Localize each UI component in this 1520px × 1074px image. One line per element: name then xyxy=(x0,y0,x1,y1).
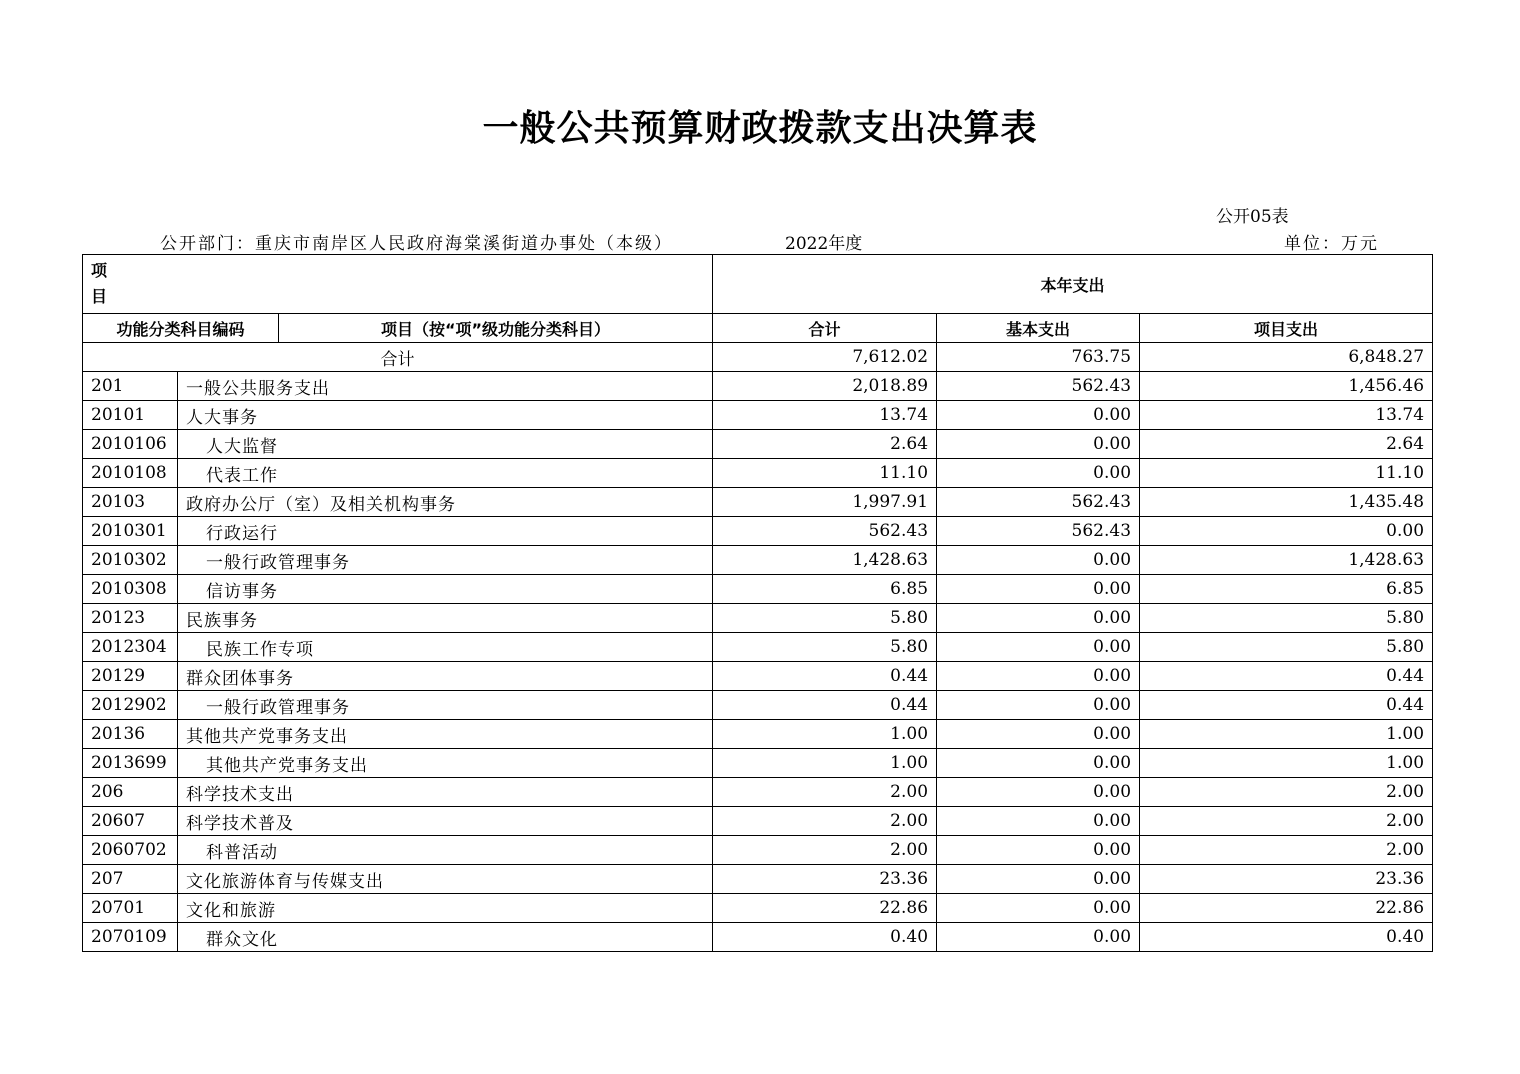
table-row xyxy=(83,865,1433,894)
item-header-cell xyxy=(83,255,713,314)
row-total: 1,428.63 xyxy=(713,546,937,575)
total-column-header: 合计 xyxy=(713,314,937,343)
row-total: 6.85 xyxy=(713,575,937,604)
total-row-total: 7,612.02 xyxy=(713,343,937,372)
row-basic: 0.00 xyxy=(937,575,1140,604)
row-name: 代表工作 xyxy=(178,459,713,488)
row-code: 2070109 xyxy=(83,923,178,952)
row-project: 2.00 xyxy=(1140,778,1433,807)
row-name: 信访事务 xyxy=(178,575,713,604)
row-code: 2012304 xyxy=(83,633,178,662)
row-project: 23.36 xyxy=(1140,865,1433,894)
row-total: 2,018.89 xyxy=(713,372,937,401)
row-project: 11.10 xyxy=(1140,459,1433,488)
row-total: 0.44 xyxy=(713,662,937,691)
row-code: 20129 xyxy=(83,662,178,691)
row-code: 201 xyxy=(83,372,178,401)
row-name: 文化和旅游 xyxy=(178,894,713,923)
row-total: 2.00 xyxy=(713,778,937,807)
row-project: 1,456.46 xyxy=(1140,372,1433,401)
row-basic: 0.00 xyxy=(937,633,1140,662)
row-total: 2.00 xyxy=(713,807,937,836)
row-project: 0.44 xyxy=(1140,691,1433,720)
table-row xyxy=(83,662,1433,691)
row-basic: 0.00 xyxy=(937,836,1140,865)
row-basic: 0.00 xyxy=(937,604,1140,633)
table-row xyxy=(83,546,1433,575)
row-name: 人大监督 xyxy=(178,430,713,459)
form-number: 公开05表 xyxy=(1216,207,1289,227)
header-row-1 xyxy=(83,255,1433,314)
table-row xyxy=(83,633,1433,662)
current-year-header: 本年支出 xyxy=(713,255,1433,314)
page-title: 一般公共预算财政拨款支出决算表 xyxy=(482,108,1038,149)
row-total: 11.10 xyxy=(713,459,937,488)
row-basic: 562.43 xyxy=(937,488,1140,517)
row-basic: 0.00 xyxy=(937,923,1140,952)
row-project: 6.85 xyxy=(1140,575,1433,604)
row-name: 其他共产党事务支出 xyxy=(178,749,713,778)
row-name: 科普活动 xyxy=(178,836,713,865)
row-basic: 0.00 xyxy=(937,720,1140,749)
row-total: 562.43 xyxy=(713,517,937,546)
department-label: 公开部门：重庆市南岸区人民政府海棠溪街道办事处（本级） xyxy=(160,234,673,254)
row-total: 0.40 xyxy=(713,923,937,952)
table-row xyxy=(83,720,1433,749)
row-code: 2010301 xyxy=(83,517,178,546)
row-name: 其他共产党事务支出 xyxy=(178,720,713,749)
row-project: 1,428.63 xyxy=(1140,546,1433,575)
row-name: 民族工作专项 xyxy=(178,633,713,662)
table-row xyxy=(83,488,1433,517)
row-basic: 0.00 xyxy=(937,546,1140,575)
row-code: 20123 xyxy=(83,604,178,633)
row-project: 1,435.48 xyxy=(1140,488,1433,517)
row-name: 群众文化 xyxy=(178,923,713,952)
row-name: 一般行政管理事务 xyxy=(178,691,713,720)
row-basic: 0.00 xyxy=(937,401,1140,430)
total-row-basic: 763.75 xyxy=(937,343,1140,372)
row-project: 0.44 xyxy=(1140,662,1433,691)
row-total: 5.80 xyxy=(713,633,937,662)
row-basic: 0.00 xyxy=(937,662,1140,691)
row-project: 0.40 xyxy=(1140,923,1433,952)
fiscal-year: 2022年度 xyxy=(785,234,863,254)
row-total: 1.00 xyxy=(713,720,937,749)
row-name: 群众团体事务 xyxy=(178,662,713,691)
unit-label: 单位：万元 xyxy=(1284,234,1379,254)
row-basic: 0.00 xyxy=(937,807,1140,836)
row-basic: 0.00 xyxy=(937,691,1140,720)
row-code: 20136 xyxy=(83,720,178,749)
row-code: 2013699 xyxy=(83,749,178,778)
table-row xyxy=(83,459,1433,488)
row-project: 2.00 xyxy=(1140,807,1433,836)
table-row xyxy=(83,807,1433,836)
table-row xyxy=(83,517,1433,546)
row-project: 1.00 xyxy=(1140,749,1433,778)
row-code: 207 xyxy=(83,865,178,894)
row-code: 2010106 xyxy=(83,430,178,459)
item-header-bottom: 目 xyxy=(91,287,108,306)
row-code: 20101 xyxy=(83,401,178,430)
row-name: 一般公共服务支出 xyxy=(178,372,713,401)
table-row xyxy=(83,430,1433,459)
table-row xyxy=(83,575,1433,604)
table-row xyxy=(83,401,1433,430)
row-project: 1.00 xyxy=(1140,720,1433,749)
total-row-project: 6,848.27 xyxy=(1140,343,1433,372)
row-basic: 0.00 xyxy=(937,778,1140,807)
row-code: 2012902 xyxy=(83,691,178,720)
row-code: 2060702 xyxy=(83,836,178,865)
row-project: 13.74 xyxy=(1140,401,1433,430)
row-project: 0.00 xyxy=(1140,517,1433,546)
row-basic: 0.00 xyxy=(937,865,1140,894)
row-total: 1.00 xyxy=(713,749,937,778)
row-name: 民族事务 xyxy=(178,604,713,633)
code-column-header: 功能分类科目编码 xyxy=(83,314,279,343)
row-basic: 562.43 xyxy=(937,517,1140,546)
project-column-header: 项目支出 xyxy=(1140,314,1433,343)
row-code: 20701 xyxy=(83,894,178,923)
row-name: 人大事务 xyxy=(178,401,713,430)
table-row xyxy=(83,778,1433,807)
row-name: 文化旅游体育与传媒支出 xyxy=(178,865,713,894)
row-total: 23.36 xyxy=(713,865,937,894)
row-project: 22.86 xyxy=(1140,894,1433,923)
row-code: 20103 xyxy=(83,488,178,517)
table-row xyxy=(83,604,1433,633)
name-column-header: 项目（按“项”级功能分类科目） xyxy=(279,314,713,343)
row-project: 2.00 xyxy=(1140,836,1433,865)
table-row xyxy=(83,894,1433,923)
basic-column-header: 基本支出 xyxy=(937,314,1140,343)
row-code: 2010302 xyxy=(83,546,178,575)
row-project: 5.80 xyxy=(1140,633,1433,662)
total-row-label: 合计 xyxy=(83,343,713,372)
row-basic: 562.43 xyxy=(937,372,1140,401)
row-total: 5.80 xyxy=(713,604,937,633)
header-row-2 xyxy=(83,314,1433,343)
item-header-top: 项 xyxy=(91,261,108,280)
row-name: 科学技术普及 xyxy=(178,807,713,836)
expenditure-table xyxy=(82,254,1433,952)
row-code: 20607 xyxy=(83,807,178,836)
row-total: 13.74 xyxy=(713,401,937,430)
row-name: 科学技术支出 xyxy=(178,778,713,807)
row-code: 2010108 xyxy=(83,459,178,488)
row-total: 2.64 xyxy=(713,430,937,459)
row-name: 政府办公厅（室）及相关机构事务 xyxy=(178,488,713,517)
row-code: 2010308 xyxy=(83,575,178,604)
table-row xyxy=(83,836,1433,865)
row-name: 行政运行 xyxy=(178,517,713,546)
row-total: 22.86 xyxy=(713,894,937,923)
row-total: 1,997.91 xyxy=(713,488,937,517)
row-project: 2.64 xyxy=(1140,430,1433,459)
row-code: 206 xyxy=(83,778,178,807)
row-total: 0.44 xyxy=(713,691,937,720)
table-row xyxy=(83,749,1433,778)
table-row xyxy=(83,372,1433,401)
row-basic: 0.00 xyxy=(937,459,1140,488)
table-row xyxy=(83,923,1433,952)
row-basic: 0.00 xyxy=(937,430,1140,459)
total-row xyxy=(83,343,1433,372)
row-name: 一般行政管理事务 xyxy=(178,546,713,575)
row-basic: 0.00 xyxy=(937,894,1140,923)
row-total: 2.00 xyxy=(713,836,937,865)
row-basic: 0.00 xyxy=(937,749,1140,778)
row-project: 5.80 xyxy=(1140,604,1433,633)
table-row xyxy=(83,691,1433,720)
